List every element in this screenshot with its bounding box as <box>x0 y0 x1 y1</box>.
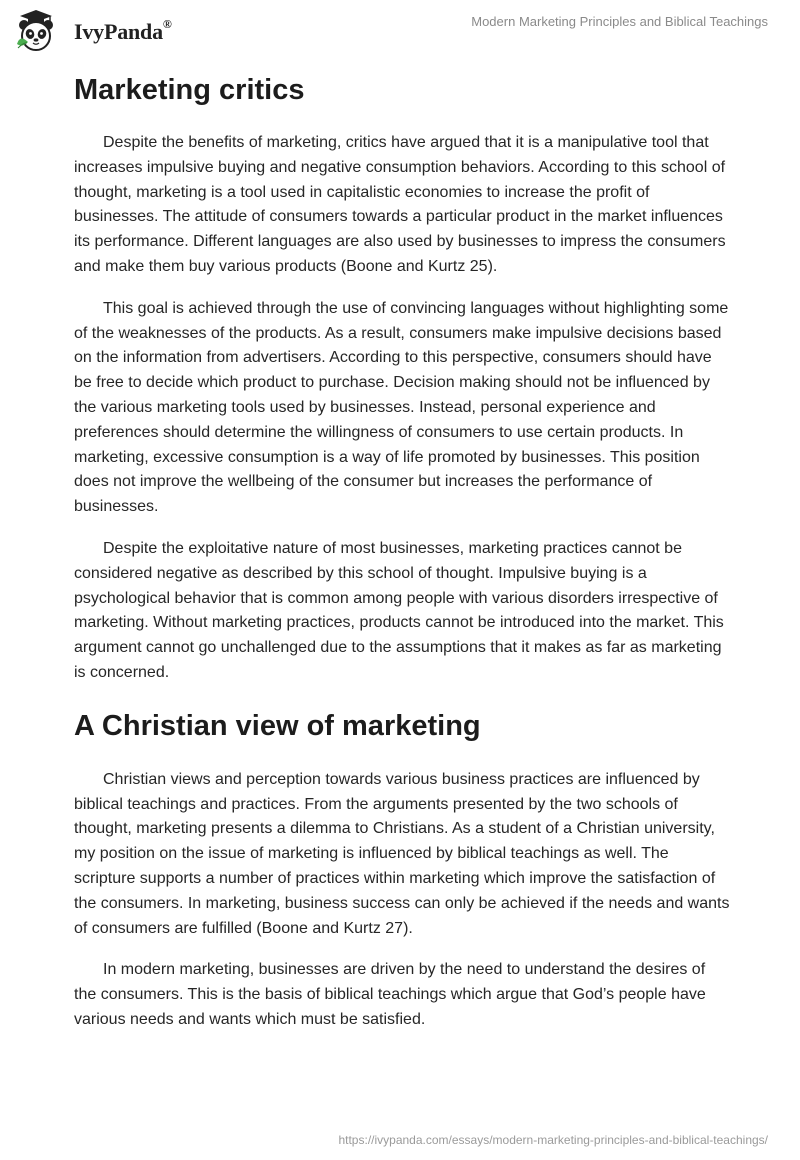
paragraph: This goal is achieved through the use of convincing languages without highlighting some of the weaknesses of the products. As a result, consumers make impulsive decisions based on the information from advertisers. According to this perspective, consumers should have be free to decide which product to purchase. Decision making should not be influenced by the various marketing tools used by businesses. Instead, personal experience and preferences should determine the willingness of consumers to use certain products. In marketing, excessive consumption is a way of life promoted by businesses. This position does not improve the wellbeing of the consumer but increases the performance of businesses. <box>74 299 729 516</box>
essay-content <box>74 70 730 1033</box>
paragraph: Despite the benefits of marketing, critics have argued that it is a manipulative tool that increases impulsive buying and negative consumption behaviors. According to this school of thought, marketing is a tool used in capitalistic economies to increase the profit of businesses. The attitude of consumers towards a particular product in the market influences its performance. Different languages are also used by businesses to impress the consumers and make them buy various products (Boone and Kurtz 25). <box>74 134 726 275</box>
source-url-link[interactable]: https://ivypanda.com/essays/modern-marketing-principles-and-biblical-teachings/ <box>338 1133 768 1147</box>
registered-mark: ® <box>162 17 172 31</box>
paragraph: Christian views and perception towards various business practices are influenced by biblical teachings and practices. From the arguments presented by the two schools of thought, marketing presents a dilemma to Christians. As a student of a Christian university, my position on the issue of marketing is influenced by biblical teachings as well. The scripture supports a number of practices within marketing which improve the satisfaction of the consumers. In marketing, business success can only be achieved if the needs and wants of consumers are fulfilled (Boone and Kurtz 27). <box>74 770 730 937</box>
panda-logo-icon <box>14 8 70 54</box>
section-heading-marketing-critics: Marketing critics <box>74 74 305 106</box>
ivypanda-logo-link[interactable] <box>14 8 172 54</box>
paragraph: Despite the exploitative nature of most businesses, marketing practices cannot be considered negative as described by this school of thought. Impulsive buying is a psychological behavior that is common among people with various disorders irrespective of marketing. Without marketing practices, products cannot be introduced into the market. This argument cannot go unchallenged due to the assumptions that it makes as far as marketing is concerned. <box>74 539 724 681</box>
brand-name: IvyPanda® <box>74 17 172 44</box>
document-title: Modern Marketing Principles and Biblical Teachings <box>471 14 768 29</box>
page-header <box>0 0 800 60</box>
section-heading-christian-view: A Christian view of marketing <box>74 709 481 742</box>
paragraph: In modern marketing, businesses are driven by the need to understand the desires of the consumers. This is the basis of biblical teachings which argue that God’s people have various needs and wants which must be satisfied. <box>74 961 706 1028</box>
